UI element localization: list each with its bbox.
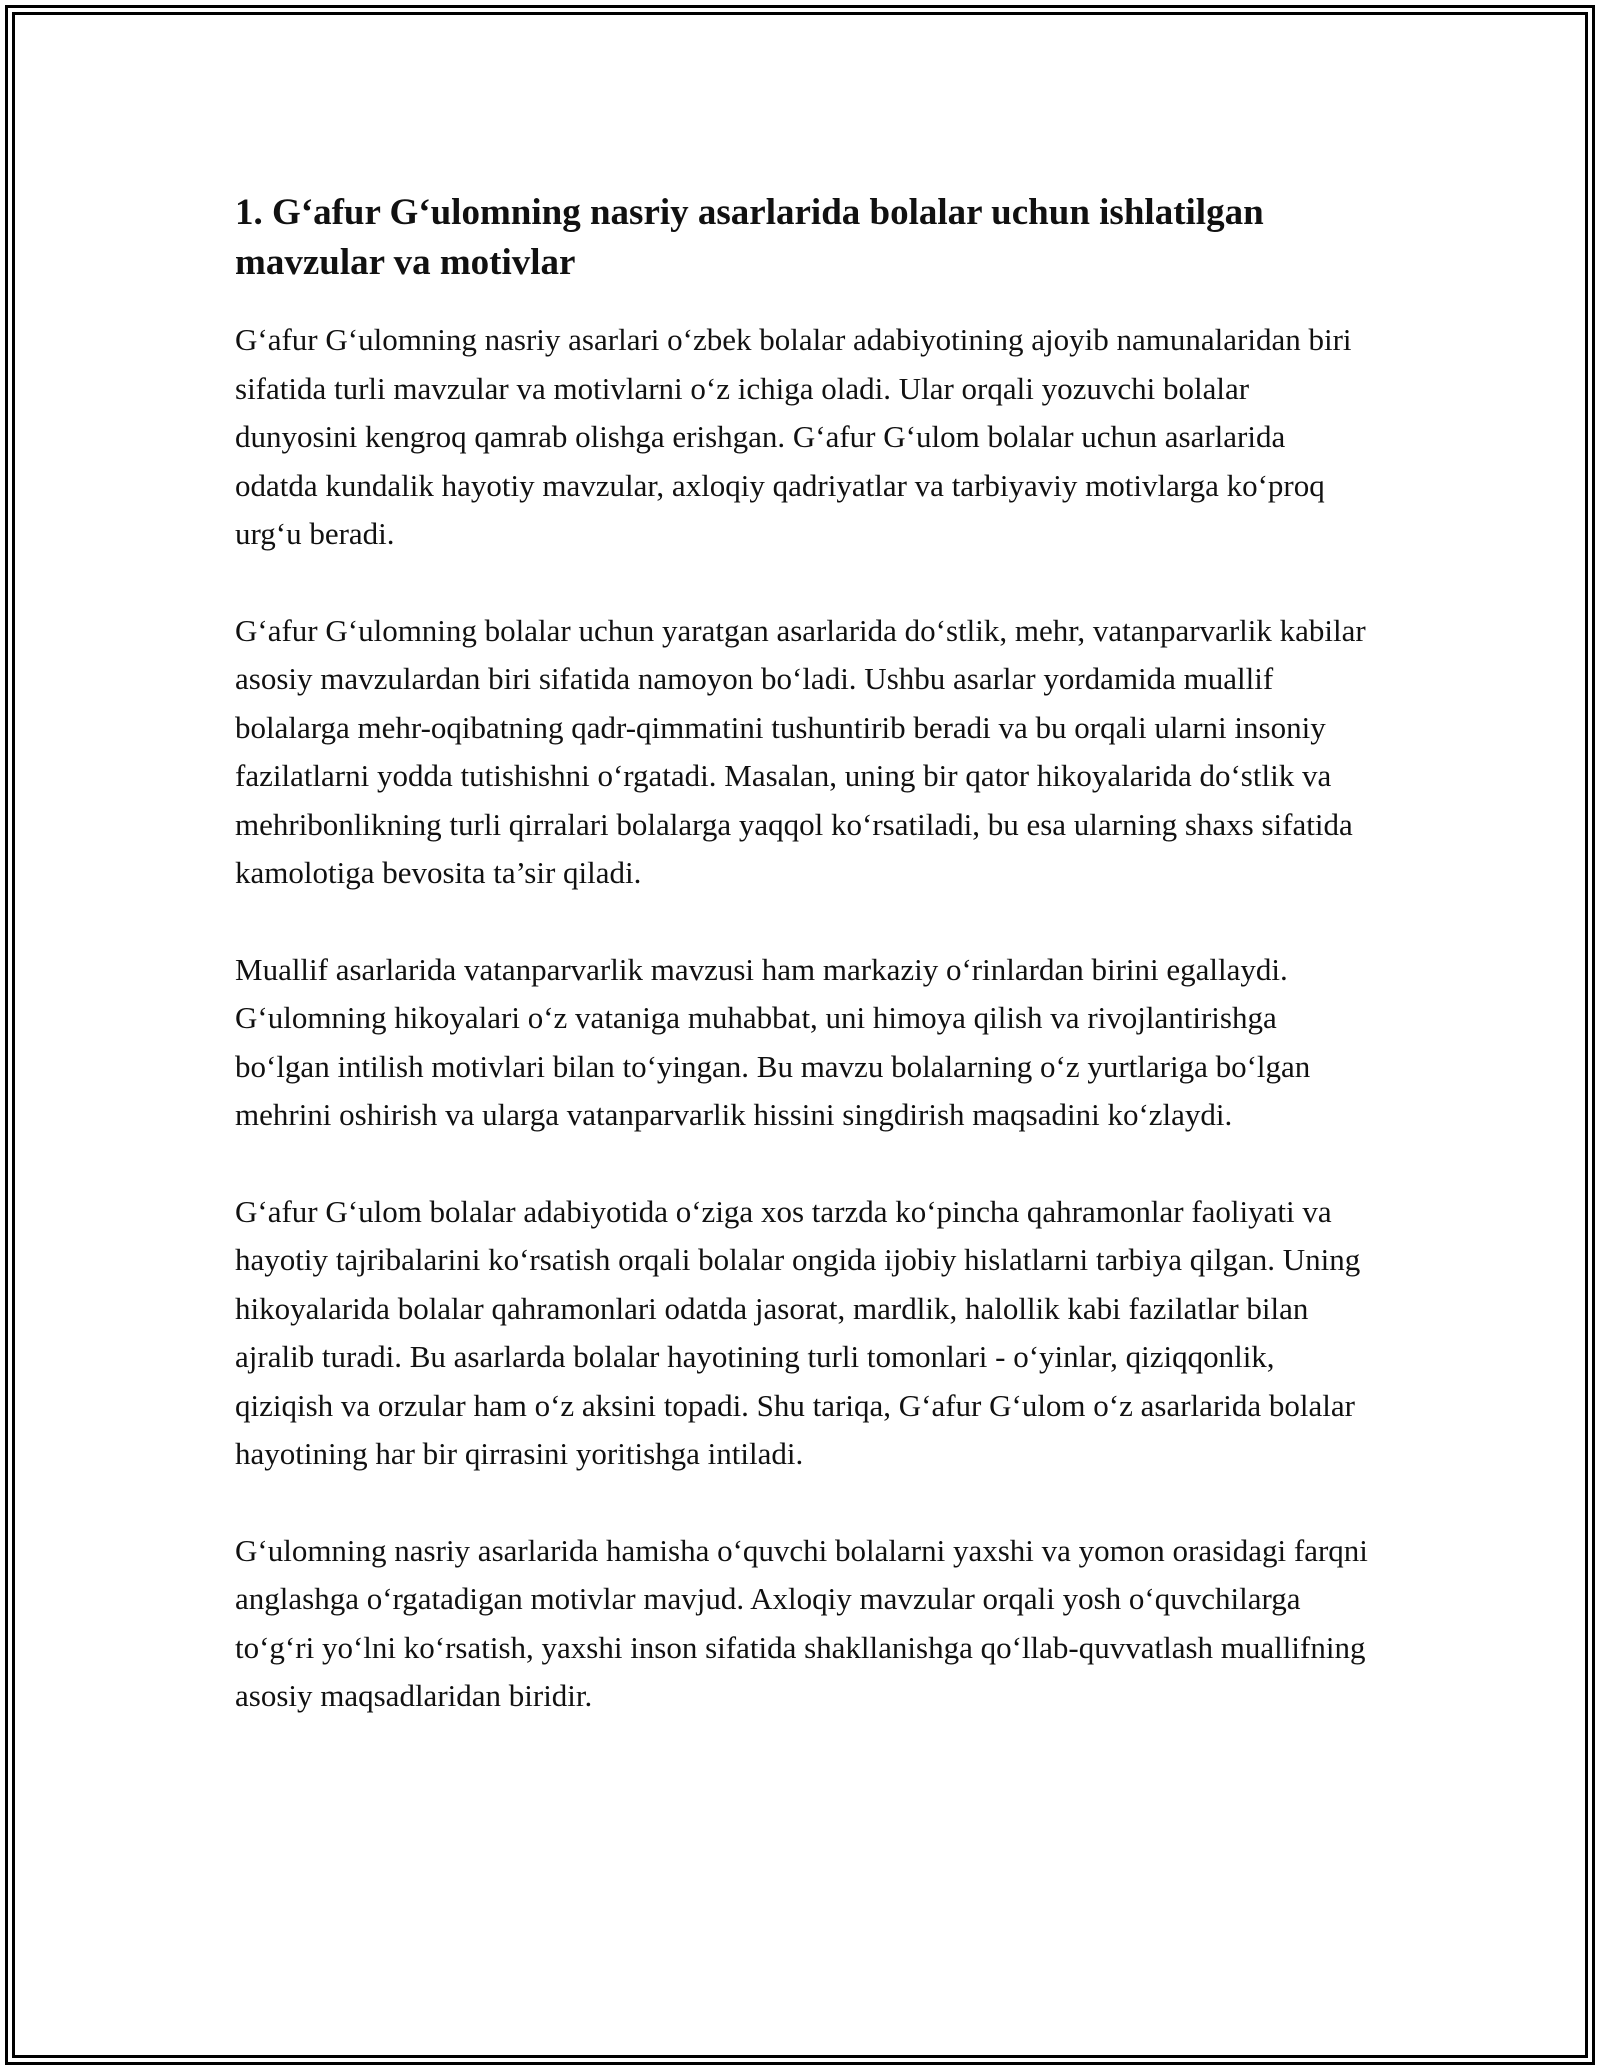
paragraph-1: G‘afur G‘ulomning nasriy asarlari o‘zbek bolalar adabiyotining ajoyib namunalaridan biri sifatida turli mavzular va motivlarni o‘z ichiga oladi. Ular orqali yozuvchi bolalar dunyosini kengroq qamrab olishga erishgan. G‘afur G‘ulom bolalar uchun asarlarida odatda kundalik hayotiy mavzular, axloqiy qadriyatlar va tarbiyaviy motivlarga ko‘proq urg‘u beradi. <box>235 322 1352 551</box>
paragraph-4: G‘afur G‘ulom bolalar adabiyotida o‘ziga xos tarzda ko‘pincha qahramonlar faoliyati va hayotiy tajribalarini ko‘rsatish orqali bolalar ongida ijobiy hislatlarni tarbiya qilgan. Uning hikoyalarida bolalar qahramonlari odatda jasorat, mardlik, halollik kabi fazilatlar bilan ajralib turadi. Bu asarlarda bolalar hayotining turli tomonlari - o‘yinlar, qiziqqonlik, qiziqish va orzular ham o‘z aksini topadi. Shu tariqa, G‘afur G‘ulom o‘z asarlarida bolalar hayotining har bir qirrasini yoritishga intiladi. <box>235 1193 1361 1471</box>
paragraph-5: G‘ulomning nasriy asarlarida hamisha o‘quvchi bolalarni yaxshi va yomon orasidagi farqni anglashga o‘rgatadigan motivlar mavjud. Axloqiy mavzular orqali yosh o‘quvchilarga to‘g‘ri yo‘lni ko‘rsatish, yaxshi inson sifatida shakllanishga qo‘llab-quvvatlash muallifning asosiy maqsadlaridan biridir. <box>235 1532 1368 1713</box>
paragraph-3: Muallif asarlarida vatanparvarlik mavzusi ham markaziy o‘rinlardan birini egallaydi. G‘ulomning hikoyalari o‘z vataniga muhabbat, uni himoya qilish va rivojlantirishga bo‘lgan intilish motivlari bilan to‘yingan. Bu mavzu bolalarning o‘z yurtlariga bo‘lgan mehrini oshirish va ularga vatanparvarlik hissini singdirish maqsadini ko‘zlaydi. <box>235 951 1311 1132</box>
paragraph-2: G‘afur G‘ulomning bolalar uchun yaratgan asarlarida do‘stlik, mehr, vatanparvarlik kabilar asosiy mavzulardan biri sifatida namoyon bo‘ladi. Ushbu asarlar yordamida muallif bolalarga mehr-oqibatning qadr-qimmatini tushuntirib beradi va bu orqali ularni insoniy fazilatlarni yodda tutishishni o‘rgatadi. Masalan, uning bir qator hikoyalarida do‘stlik va mehribonlikning turli qirralari bolalarga yaqqol ko‘rsatiladi, bu esa ularning shaxs sifatida kamolotiga bevosita ta’sir qiladi. <box>235 612 1366 890</box>
document-body <box>235 188 1375 1721</box>
section-heading: 1. G‘afur G‘ulomning nasriy asarlarida bolalar uchun ishlatilgan mavzular va motivlar <box>235 192 1264 283</box>
